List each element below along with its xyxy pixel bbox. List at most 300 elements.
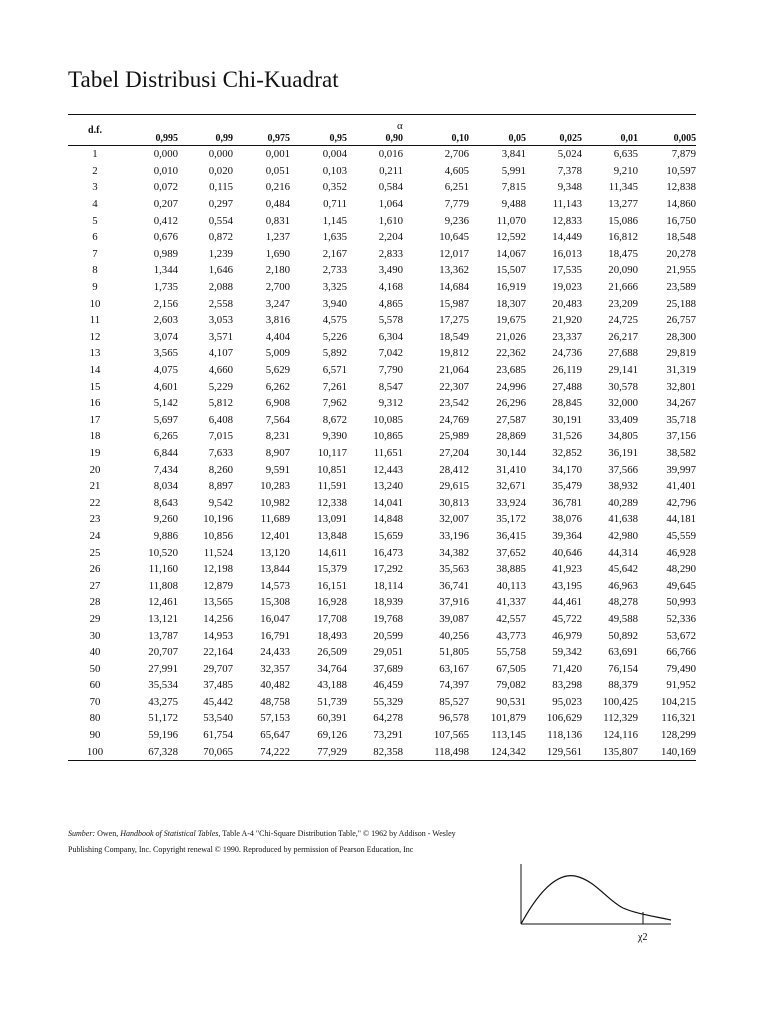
table-row — [68, 461, 696, 478]
table-row — [68, 494, 696, 511]
critical-value-cell: 8,231 — [265, 430, 290, 443]
critical-value-cell: 29,707 — [203, 662, 233, 675]
critical-value-cell: 18,475 — [608, 247, 638, 260]
critical-value-cell: 12,879 — [203, 579, 233, 592]
table-row — [68, 694, 696, 711]
critical-value-cell: 14,611 — [317, 546, 347, 559]
critical-value-cell: 38,932 — [608, 480, 638, 493]
critical-value-cell: 0,000 — [153, 148, 178, 161]
source-prefix: Sumber: — [68, 829, 96, 838]
critical-value-cell: 22,307 — [439, 380, 469, 393]
critical-value-cell: 22,362 — [496, 347, 526, 360]
critical-value-cell: 5,024 — [557, 148, 582, 161]
df-cell: 15 — [89, 380, 101, 393]
critical-value-cell: 12,401 — [260, 529, 290, 542]
source-line-1 — [68, 826, 708, 842]
critical-value-cell: 43,275 — [148, 695, 178, 708]
critical-value-cell: 4,865 — [378, 297, 403, 310]
critical-value-cell: 4,107 — [208, 347, 233, 360]
critical-value-cell: 3,841 — [501, 148, 526, 161]
critical-value-cell: 8,547 — [378, 380, 403, 393]
critical-value-cell: 0,484 — [265, 198, 290, 211]
critical-value-cell: 7,015 — [208, 430, 233, 443]
critical-value-cell: 34,170 — [552, 463, 582, 476]
critical-value-cell: 129,561 — [526, 743, 582, 760]
critical-value-cell: 3,816 — [265, 314, 290, 327]
critical-value-cell: 5,229 — [208, 380, 233, 393]
critical-value-cell: 0,207 — [153, 198, 178, 211]
critical-value-cell: 16,750 — [666, 214, 697, 227]
alpha-column-header: 0,05 — [508, 132, 526, 144]
df-cell: 90 — [89, 729, 101, 742]
critical-value-cell: 13,120 — [260, 546, 290, 559]
table-row — [68, 146, 696, 163]
critical-value-cell: 2,700 — [265, 281, 290, 294]
critical-value-cell: 9,488 — [501, 198, 526, 211]
critical-value-cell: 15,379 — [317, 563, 347, 576]
critical-value-cell: 46,459 — [373, 679, 403, 692]
critical-value-cell: 106,629 — [546, 712, 582, 725]
critical-value-cell: 100,425 — [602, 695, 638, 708]
critical-value-cell: 2,088 — [208, 281, 233, 294]
df-cell: 29 — [89, 612, 101, 625]
critical-value-cell: 10,085 — [373, 413, 403, 426]
critical-value-cell: 33,196 — [439, 529, 469, 542]
critical-value-cell: 5,629 — [265, 364, 290, 377]
df-cell: 14 — [89, 364, 101, 377]
critical-value-cell: 41,401 — [666, 480, 697, 493]
critical-value-cell: 44,461 — [552, 596, 582, 609]
critical-value-cell: 32,357 — [260, 662, 290, 675]
critical-value-cell: 67,328 — [122, 743, 178, 760]
critical-value-cell: 20,090 — [608, 264, 638, 277]
critical-value-cell: 0,554 — [208, 214, 233, 227]
critical-value-cell: 18,493 — [317, 629, 347, 642]
critical-value-cell: 13,844 — [260, 563, 290, 576]
critical-value-cell: 38,076 — [552, 513, 582, 526]
critical-value-cell: 23,209 — [608, 297, 638, 310]
table-row — [68, 445, 696, 462]
critical-value-cell: 11,808 — [148, 579, 178, 592]
critical-value-cell: 13,121 — [148, 612, 178, 625]
critical-value-cell: 6,265 — [153, 430, 178, 443]
critical-value-cell: 83,298 — [552, 679, 582, 692]
critical-value-cell: 107,565 — [433, 729, 469, 742]
critical-value-cell: 40,113 — [496, 579, 526, 592]
table-row — [68, 528, 696, 545]
critical-value-cell: 3,325 — [322, 281, 347, 294]
critical-value-cell: 18,939 — [373, 596, 403, 609]
critical-value-cell: 7,962 — [322, 397, 347, 410]
critical-value-cell: 3,247 — [265, 297, 290, 310]
critical-value-cell: 15,308 — [260, 596, 290, 609]
critical-value-cell: 34,805 — [608, 430, 638, 443]
critical-value-cell: 59,342 — [552, 646, 582, 659]
critical-value-cell: 3,053 — [208, 314, 233, 327]
critical-value-cell: 28,845 — [552, 397, 582, 410]
table-row — [68, 395, 696, 412]
critical-value-cell: 36,741 — [439, 579, 469, 592]
critical-value-cell: 27,587 — [496, 413, 526, 426]
critical-value-cell: 10,856 — [203, 529, 233, 542]
critical-value-cell: 26,217 — [608, 330, 638, 343]
critical-value-cell: 124,342 — [469, 743, 526, 760]
critical-value-cell: 35,479 — [552, 480, 582, 493]
table-row — [68, 660, 696, 677]
critical-value-cell: 4,605 — [444, 164, 469, 177]
critical-value-cell: 32,801 — [666, 380, 697, 393]
alpha-column-header: 0,90 — [385, 132, 403, 144]
critical-value-cell: 44,181 — [666, 513, 697, 526]
critical-value-cell: 20,278 — [666, 247, 697, 260]
critical-value-cell: 0,115 — [209, 181, 233, 194]
critical-value-cell: 51,805 — [439, 646, 469, 659]
df-cell: 7 — [92, 247, 98, 260]
df-cell: 25 — [89, 546, 101, 559]
critical-value-cell: 23,542 — [439, 397, 469, 410]
critical-value-cell: 10,982 — [260, 496, 290, 509]
critical-value-cell: 5,578 — [378, 314, 403, 327]
source-line-2: Publishing Company, Inc. Copyright renewal © 1990. Reproduced by permission of Pearson Education, Inc — [68, 845, 414, 854]
critical-value-cell: 4,601 — [153, 380, 178, 393]
critical-value-cell: 1,610 — [378, 214, 403, 227]
df-cell: 6 — [92, 231, 98, 244]
source-note — [68, 826, 708, 858]
critical-value-cell: 21,666 — [608, 281, 638, 294]
critical-value-cell: 0,016 — [378, 148, 403, 161]
critical-value-cell: 0,584 — [378, 181, 403, 194]
critical-value-cell: 0,211 — [379, 164, 403, 177]
critical-value-cell: 37,652 — [496, 546, 526, 559]
critical-value-cell: 37,156 — [666, 430, 697, 443]
critical-value-cell: 13,787 — [148, 629, 178, 642]
critical-value-cell: 9,260 — [153, 513, 178, 526]
critical-value-cell: 15,659 — [373, 529, 403, 542]
critical-value-cell: 0,872 — [208, 231, 233, 244]
critical-value-cell: 11,524 — [203, 546, 233, 559]
critical-value-cell: 28,412 — [439, 463, 469, 476]
critical-value-cell: 33,924 — [496, 496, 526, 509]
critical-value-cell: 7,564 — [265, 413, 290, 426]
critical-value-cell: 41,337 — [496, 596, 526, 609]
critical-value-cell: 3,074 — [153, 330, 178, 343]
table-row — [68, 279, 696, 296]
chi-square-curve-figure — [515, 858, 675, 948]
table-row — [68, 511, 696, 528]
critical-value-cell: 7,879 — [671, 148, 697, 161]
critical-value-cell: 42,796 — [666, 496, 697, 509]
critical-value-cell: 11,591 — [317, 480, 347, 493]
critical-value-cell: 1,690 — [265, 247, 290, 260]
critical-value-cell: 101,879 — [490, 712, 526, 725]
critical-value-cell: 20,483 — [552, 297, 582, 310]
critical-value-cell: 16,919 — [496, 281, 526, 294]
critical-value-cell: 29,819 — [666, 347, 697, 360]
df-cell: 23 — [89, 513, 101, 526]
critical-value-cell: 45,722 — [552, 612, 582, 625]
critical-value-cell: 16,928 — [317, 596, 347, 609]
critical-value-cell: 23,337 — [552, 330, 582, 343]
critical-value-cell: 0,001 — [265, 148, 290, 161]
critical-value-cell: 37,566 — [608, 463, 638, 476]
critical-value-cell: 17,275 — [439, 314, 469, 327]
critical-value-cell: 12,017 — [439, 247, 469, 260]
critical-value-cell: 9,390 — [322, 430, 347, 443]
critical-value-cell: 35,534 — [148, 679, 178, 692]
critical-value-cell: 37,689 — [373, 662, 403, 675]
critical-value-cell: 26,509 — [317, 646, 347, 659]
critical-value-cell: 36,781 — [552, 496, 582, 509]
critical-value-cell: 32,007 — [439, 513, 469, 526]
critical-value-cell: 2,833 — [378, 247, 403, 260]
critical-value-cell: 12,338 — [317, 496, 347, 509]
critical-value-cell: 60,391 — [317, 712, 347, 725]
df-cell: 30 — [89, 629, 101, 642]
critical-value-cell: 13,091 — [317, 513, 347, 526]
critical-value-cell: 45,642 — [608, 563, 638, 576]
critical-value-cell: 12,838 — [666, 181, 697, 194]
critical-value-cell: 14,684 — [439, 281, 469, 294]
critical-value-cell: 31,410 — [496, 463, 526, 476]
critical-value-cell: 79,490 — [666, 662, 697, 675]
df-cell: 3 — [92, 181, 98, 194]
critical-value-cell: 1,646 — [208, 264, 233, 277]
critical-value-cell: 45,559 — [666, 529, 697, 542]
chi-square-table-container — [68, 114, 696, 761]
df-cell: 21 — [89, 480, 101, 493]
critical-value-cell: 2,180 — [265, 264, 290, 277]
critical-value-cell: 0,676 — [153, 231, 178, 244]
critical-value-cell: 40,646 — [552, 546, 582, 559]
critical-value-cell: 13,565 — [203, 596, 233, 609]
critical-value-cell: 7,790 — [378, 364, 403, 377]
critical-value-cell: 55,758 — [496, 646, 526, 659]
critical-value-cell: 2,558 — [208, 297, 233, 310]
table-row — [68, 229, 696, 246]
critical-value-cell: 37,485 — [203, 679, 233, 692]
critical-value-cell: 11,689 — [260, 513, 290, 526]
critical-value-cell: 24,433 — [260, 646, 290, 659]
critical-value-cell: 15,987 — [439, 297, 469, 310]
table-row — [68, 212, 696, 229]
table-row — [68, 345, 696, 362]
critical-value-cell: 19,675 — [496, 314, 526, 327]
critical-value-cell: 49,588 — [608, 612, 638, 625]
critical-value-cell: 34,764 — [317, 662, 347, 675]
critical-value-cell: 24,725 — [608, 314, 638, 327]
critical-value-cell: 43,195 — [552, 579, 582, 592]
critical-value-cell: 7,261 — [322, 380, 347, 393]
df-cell: 8 — [92, 264, 98, 277]
critical-value-cell: 51,172 — [148, 712, 178, 725]
critical-value-cell: 4,660 — [208, 364, 233, 377]
critical-value-cell: 6,251 — [444, 181, 469, 194]
table-row — [68, 163, 696, 180]
critical-value-cell: 40,256 — [439, 629, 469, 642]
alpha-column-header: 0,975 — [267, 132, 290, 144]
critical-value-cell: 13,277 — [608, 198, 638, 211]
critical-value-cell: 0,297 — [208, 198, 233, 211]
critical-value-cell: 25,188 — [666, 297, 697, 310]
critical-value-cell: 17,292 — [373, 563, 403, 576]
critical-value-cell: 38,582 — [666, 446, 697, 459]
df-header: d.f. — [88, 125, 102, 136]
critical-value-cell: 17,535 — [552, 264, 582, 277]
df-cell: 70 — [89, 695, 101, 708]
critical-value-cell: 90,531 — [496, 695, 526, 708]
critical-value-cell: 30,578 — [608, 380, 638, 393]
critical-value-cell: 10,865 — [373, 430, 403, 443]
critical-value-cell: 7,815 — [501, 181, 526, 194]
df-cell: 22 — [89, 496, 101, 509]
critical-value-cell: 13,848 — [317, 529, 347, 542]
table-row — [68, 329, 696, 346]
critical-value-cell: 3,565 — [153, 347, 178, 360]
critical-value-cell: 96,578 — [439, 712, 469, 725]
critical-value-cell: 28,300 — [666, 330, 697, 343]
critical-value-cell: 19,768 — [373, 612, 403, 625]
critical-value-cell: 6,844 — [153, 446, 178, 459]
table-row — [68, 246, 696, 263]
critical-value-cell: 21,920 — [552, 314, 582, 327]
critical-value-cell: 41,923 — [552, 563, 582, 576]
critical-value-cell: 14,449 — [552, 231, 582, 244]
critical-value-cell: 35,563 — [439, 563, 469, 576]
critical-value-cell: 5,812 — [208, 397, 233, 410]
critical-value-cell: 6,635 — [613, 148, 638, 161]
alpha-column-header: 0,025 — [559, 132, 582, 144]
table-row — [68, 478, 696, 495]
critical-value-cell: 69,126 — [317, 729, 347, 742]
critical-value-cell: 35,172 — [496, 513, 526, 526]
critical-value-cell: 30,144 — [496, 446, 526, 459]
critical-value-cell: 22,164 — [203, 646, 233, 659]
critical-value-cell: 85,527 — [439, 695, 469, 708]
critical-value-cell: 16,473 — [373, 546, 403, 559]
critical-value-cell: 1,635 — [322, 231, 347, 244]
table-row — [68, 295, 696, 312]
critical-value-cell: 43,188 — [317, 679, 347, 692]
critical-value-cell: 16,047 — [260, 612, 290, 625]
critical-value-cell: 9,886 — [153, 529, 178, 542]
critical-value-cell: 46,928 — [666, 546, 697, 559]
critical-value-cell: 2,167 — [322, 247, 347, 260]
critical-value-cell: 11,345 — [608, 181, 638, 194]
critical-value-cell: 10,283 — [260, 480, 290, 493]
df-cell: 10 — [89, 297, 101, 310]
critical-value-cell: 33,409 — [608, 413, 638, 426]
df-cell: 1 — [92, 148, 98, 161]
critical-value-cell: 16,151 — [317, 579, 347, 592]
critical-value-cell: 28,869 — [496, 430, 526, 443]
critical-value-cell: 19,023 — [552, 281, 582, 294]
critical-value-cell: 0,072 — [153, 181, 178, 194]
critical-value-cell: 55,329 — [373, 695, 403, 708]
critical-value-cell: 140,169 — [638, 743, 696, 760]
critical-value-cell: 128,299 — [660, 729, 697, 742]
critical-value-cell: 12,443 — [373, 463, 403, 476]
critical-value-cell: 5,697 — [153, 413, 178, 426]
critical-value-cell: 7,633 — [208, 446, 233, 459]
critical-value-cell: 16,812 — [608, 231, 638, 244]
critical-value-cell: 46,979 — [552, 629, 582, 642]
critical-value-cell: 49,645 — [666, 579, 697, 592]
critical-value-cell: 0,004 — [322, 148, 347, 161]
critical-value-cell: 11,143 — [552, 198, 582, 211]
critical-value-cell: 5,892 — [322, 347, 347, 360]
alpha-column-header: 0,01 — [620, 132, 638, 144]
critical-value-cell: 2,706 — [444, 148, 469, 161]
critical-value-cell: 39,087 — [439, 612, 469, 625]
critical-value-cell: 14,041 — [373, 496, 403, 509]
critical-value-cell: 88,379 — [608, 679, 638, 692]
critical-value-cell: 14,067 — [496, 247, 526, 260]
df-cell: 16 — [89, 397, 101, 410]
critical-value-cell: 11,070 — [496, 214, 526, 227]
critical-value-cell: 118,498 — [403, 743, 469, 760]
critical-value-cell: 57,153 — [260, 712, 290, 725]
critical-value-cell: 14,256 — [203, 612, 233, 625]
critical-value-cell: 9,210 — [613, 164, 638, 177]
critical-value-cell: 4,575 — [322, 314, 347, 327]
df-cell: 28 — [89, 596, 101, 609]
critical-value-cell: 27,991 — [148, 662, 178, 675]
critical-value-cell: 12,592 — [496, 231, 526, 244]
alpha-column-header: 0,99 — [215, 132, 233, 144]
table-row — [68, 644, 696, 661]
critical-value-cell: 10,117 — [317, 446, 347, 459]
critical-value-cell: 74,222 — [233, 743, 290, 760]
df-cell: 80 — [89, 712, 101, 725]
critical-value-cell: 10,645 — [439, 231, 469, 244]
critical-value-cell: 41,638 — [608, 513, 638, 526]
critical-value-cell: 104,215 — [660, 695, 697, 708]
table-row — [68, 412, 696, 429]
critical-value-cell: 13,240 — [373, 480, 403, 493]
critical-value-cell: 116,321 — [661, 712, 697, 725]
df-cell: 11 — [89, 314, 101, 327]
critical-value-cell: 112,329 — [603, 712, 638, 725]
critical-value-cell: 3,490 — [378, 264, 403, 277]
critical-value-cell: 11,160 — [148, 563, 178, 576]
critical-value-cell: 43,773 — [496, 629, 526, 642]
critical-value-cell: 32,852 — [552, 446, 582, 459]
critical-value-cell: 20,599 — [373, 629, 403, 642]
table-row — [68, 179, 696, 196]
df-cell: 13 — [89, 347, 101, 360]
alpha-column-header: 0,10 — [451, 132, 469, 144]
critical-value-cell: 0,831 — [265, 214, 290, 227]
chi-square-axis-label: χ2 — [638, 932, 648, 943]
critical-value-cell: 74,397 — [439, 679, 469, 692]
df-cell: 18 — [89, 430, 101, 443]
page-title: Tabel Distribusi Chi-Kuadrat — [68, 67, 339, 92]
critical-value-cell: 39,997 — [666, 463, 697, 476]
critical-value-cell: 36,415 — [496, 529, 526, 542]
df-cell: 5 — [92, 214, 98, 227]
table-row — [68, 677, 696, 694]
critical-value-cell: 7,779 — [444, 198, 469, 211]
critical-value-cell: 10,597 — [666, 164, 697, 177]
critical-value-cell: 2,156 — [153, 297, 178, 310]
critical-value-cell: 45,442 — [203, 695, 233, 708]
table-row — [68, 312, 696, 329]
critical-value-cell: 79,082 — [496, 679, 526, 692]
critical-value-cell: 113,145 — [491, 729, 526, 742]
critical-value-cell: 0,010 — [153, 164, 178, 177]
df-cell: 19 — [89, 446, 101, 459]
critical-value-cell: 39,364 — [552, 529, 582, 542]
